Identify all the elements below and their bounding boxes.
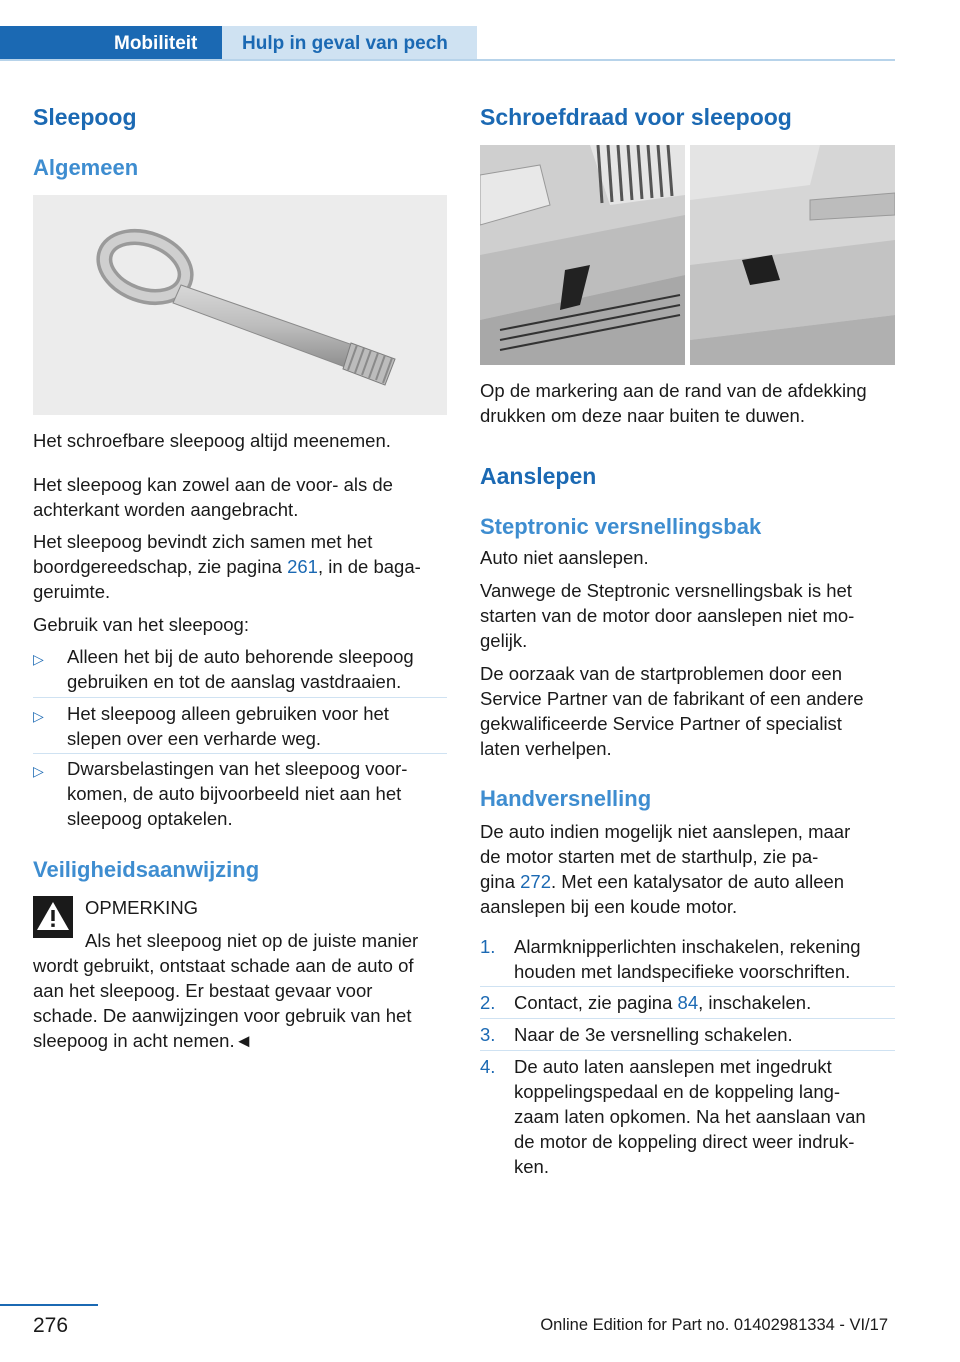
text-line: drukken om deze naar buiten te duwen. <box>480 405 805 426</box>
step-text <box>514 1022 793 1047</box>
text-line: De auto laten aanslepen met ingedrukt <box>514 1056 832 1077</box>
text-line: laten verhelpen. <box>480 738 612 759</box>
text-line: Alleen het bij de auto behorende sleepoog <box>67 646 414 667</box>
step-text <box>514 1054 866 1179</box>
text-line: schade. De aanwijzingen voor gebruik van het <box>33 1005 412 1026</box>
bullet-marker-icon: ▷ <box>33 763 44 779</box>
step-item <box>480 934 895 984</box>
text-line: Service Partner van de fabrikant of een andere <box>480 688 864 709</box>
text-line: Dwarsbelastingen van het sleepoog voor- <box>67 758 408 779</box>
subsection-manual: Handversnelling <box>480 786 652 811</box>
bumper-image <box>480 145 895 365</box>
list-divider <box>480 1050 895 1051</box>
paragraph-location <box>33 529 421 604</box>
text-line: Naar de 3e versnelling schakelen. <box>514 1024 793 1045</box>
text-line: gebruiken en tot de aanslag vastdraaien. <box>67 671 402 692</box>
edition-footer: Online Edition for Part no. 01402981334 - VI/17 <box>540 1316 888 1334</box>
paragraph-press-marking <box>480 378 867 428</box>
text-line: Als het sleepoog niet op de juiste manier <box>85 930 419 951</box>
subsection-steptronic: Steptronic versnellingsbak <box>480 514 762 539</box>
text-line: de motor de koppeling direct weer indruk- <box>514 1131 855 1152</box>
text-line: sleepoog optakelen. <box>67 808 233 829</box>
text-line: sleepoog in acht nemen.◄ <box>33 1030 253 1051</box>
text-line: slepen over een verharde weg. <box>67 728 322 749</box>
text-line: Het sleepoog bevindt zich samen met het <box>33 531 373 552</box>
step-item <box>480 1054 895 1180</box>
paragraph-front-rear <box>33 472 393 522</box>
text-line: ken. <box>514 1156 549 1177</box>
paragraph-steptronic-reason <box>480 578 854 653</box>
list-divider <box>33 697 447 698</box>
text-line: starten van de motor door aanslepen niet mo- <box>480 605 855 626</box>
text-line: geruimte. <box>33 581 111 602</box>
text-line: achterkant worden aangebracht. <box>33 499 299 520</box>
step-item <box>480 1022 895 1048</box>
page-link-261[interactable]: 261 <box>287 556 318 577</box>
text-line: De oorzaak van de startproblemen door een <box>480 663 842 684</box>
text-segment: . Met een katalysator de auto alleen <box>551 871 845 892</box>
header-rule <box>0 59 895 61</box>
text-line: gelijk. <box>480 630 528 651</box>
subsection-safety: Veiligheidsaanwijzing <box>33 857 260 882</box>
text-line: gekwalificeerde Service Partner of specialist <box>480 713 842 734</box>
paragraph-always-take: Het schroefbare sleepoog altijd meenemen. <box>33 430 391 451</box>
text-line <box>33 554 421 579</box>
text-line: wordt gebruikt, ontstaat schade aan de auto of <box>33 955 414 976</box>
step-text <box>514 934 861 984</box>
list-item-text <box>67 644 414 694</box>
warning-title: OPMERKING <box>85 897 199 918</box>
paragraph-no-towing: Auto niet aanslepen. <box>480 547 649 568</box>
page-link-272[interactable]: 272 <box>520 871 551 892</box>
step-number: 2. <box>480 992 496 1013</box>
tab-hulp-pech[interactable]: Hulp in geval van pech <box>222 26 477 61</box>
section-title-towing: Aanslepen <box>480 463 597 489</box>
text-line: koppelingspedaal en de koppeling lang- <box>514 1081 841 1102</box>
text-line: Vanwege de Steptronic versnellingsbak is het <box>480 580 852 601</box>
text-line: de motor starten met de starthulp, zie pa- <box>480 846 819 867</box>
paragraph-service-partner <box>480 661 864 761</box>
tow-eye-image <box>33 195 447 415</box>
page-number-rule <box>0 1304 98 1306</box>
step-number: 4. <box>480 1056 496 1077</box>
list-item <box>33 701 447 751</box>
text-line: Het sleepoog alleen gebruiken voor het <box>67 703 389 724</box>
list-divider <box>33 753 447 754</box>
text-segment: , inschakelen. <box>698 992 812 1013</box>
text-segment: boordgereedschap, zie pagina <box>33 556 288 577</box>
text-segment: gina <box>480 871 521 892</box>
text-line <box>514 990 811 1015</box>
warning-triangle-icon <box>33 896 73 938</box>
warning-body <box>33 953 414 1053</box>
list-item-text <box>67 756 407 831</box>
text-line: zaam laten opkomen. Na het aanslaan van <box>514 1106 866 1127</box>
text-segment: , in de baga- <box>317 556 421 577</box>
list-item-text <box>67 701 389 751</box>
page-link-84[interactable]: 84 <box>677 992 699 1013</box>
text-line: komen, de auto bijvoorbeeld niet aan het <box>67 783 402 804</box>
bullet-marker-icon: ▷ <box>33 651 44 667</box>
list-item <box>33 756 447 831</box>
list-divider <box>480 986 895 987</box>
chapter-header <box>0 26 895 62</box>
page-number: 276 <box>33 1314 69 1337</box>
text-line: Op de markering aan de rand van de afdekking <box>480 380 867 401</box>
step-text <box>514 990 811 1015</box>
step-number: 1. <box>480 936 496 957</box>
subsection-algemeen: Algemeen <box>33 155 139 180</box>
tow-eye-illustration <box>33 195 447 415</box>
text-line: De auto indien mogelijk niet aanslepen, maar <box>480 821 851 842</box>
bumper-illustration <box>480 145 895 365</box>
section-title-thread: Schroefdraad voor sleepoog <box>480 104 792 130</box>
list-divider <box>480 1018 895 1019</box>
text-line <box>480 869 850 894</box>
paragraph-usage-intro: Gebruik van het sleepoog: <box>33 614 249 635</box>
list-item <box>33 644 447 694</box>
bullet-marker-icon: ▷ <box>33 708 44 724</box>
step-item <box>480 990 895 1016</box>
text-segment: Contact, zie pagina <box>514 992 678 1013</box>
text-line: aanslepen bij een koude motor. <box>480 896 738 917</box>
text-line: Het sleepoog kan zowel aan de voor- als de <box>33 474 393 495</box>
step-number: 3. <box>480 1024 496 1045</box>
text-line: Alarmknipperlichten inschakelen, rekening <box>514 936 861 957</box>
section-title-sleepoog: Sleepoog <box>33 104 137 130</box>
text-line: aan het sleepoog. Er bestaat gevaar voor <box>33 980 373 1001</box>
paragraph-manual-towing <box>480 819 850 919</box>
text-line: houden met landspecifieke voorschriften. <box>514 961 851 982</box>
tab-mobiliteit[interactable]: Mobiliteit <box>0 26 222 61</box>
